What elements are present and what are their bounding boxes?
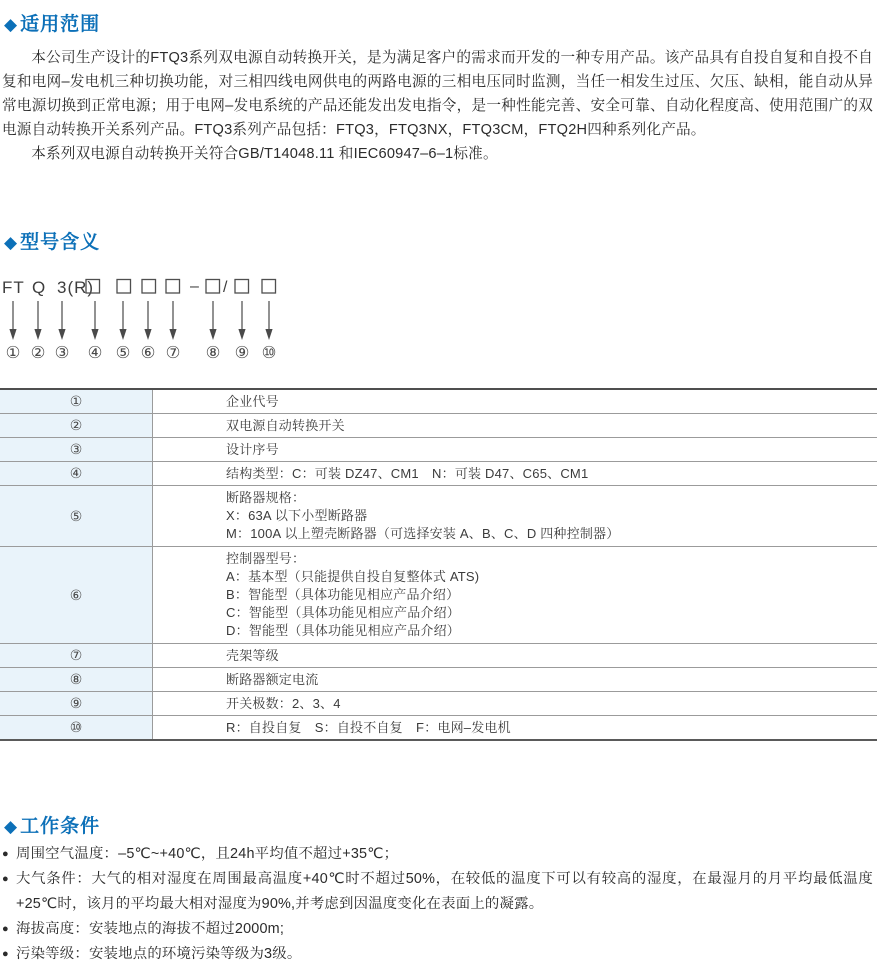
section-title-conditions <box>4 814 100 840</box>
description-line: 壳架等级 <box>226 648 279 663</box>
description-line: R：自投自复 S：自投不自复 F：电网–发电机 <box>226 720 511 735</box>
table-row <box>0 547 877 644</box>
position-number: ⑩ <box>261 344 277 362</box>
row-number: ⑨ <box>0 692 153 716</box>
description-line: C：智能型（具体功能见相应产品介绍） <box>226 605 460 620</box>
position-numbers <box>6 344 277 362</box>
code-box <box>142 280 156 294</box>
arrow-head-icon <box>209 329 216 340</box>
description-line: 结构类型：C：可装 DZ47、CM1 N：可装 D47、C65、CM1 <box>226 466 589 481</box>
description-line: B：智能型（具体功能见相应产品介绍） <box>226 587 460 602</box>
scope-paragraph-1: 本公司生产设计的FTQ3系列双电源自动转换开关，是为满足客户的需求而开发的一种专用产品。该产品具有自投自复和自投不自复和电网–发电机三种切换功能，对三相四线电网供电的两路电源的三相电压同时监测，当任一相发生过压、欠压、缺相，能自动从异常电源切换到正常电源；用于电网–发电系统的产品还能发出发电指令，是一种性能完善、安全可靠、自动化程度高、使用范围广的双电源自动转换开关系列产品。FTQ3系列产品包括：FTQ3，FTQ3NX，FTQ3CM，FTQ2H四种系列化产品。 <box>2 50 873 138</box>
row-number: ⑧ <box>0 668 153 692</box>
slash-separator: / <box>223 279 228 296</box>
condition-text: 海拔高度：安装地点的海拔不超过2000m; <box>16 921 285 937</box>
description-line: 断路器额定电流 <box>226 672 319 687</box>
arrow-head-icon <box>119 329 126 340</box>
section-title-scope <box>4 12 100 38</box>
dash-separator: – <box>190 278 199 295</box>
description-line: 企业代号 <box>226 394 279 409</box>
condition-item <box>2 942 873 967</box>
row-description <box>153 486 877 547</box>
position-number: ⑧ <box>205 344 221 362</box>
code-box <box>262 280 276 294</box>
position-number: ① <box>5 344 21 362</box>
arrows <box>9 301 272 340</box>
row-description <box>153 716 877 741</box>
condition-text: 周围空气温度：–5℃~+40℃，且24h平均值不超过+35℃； <box>16 846 399 862</box>
condition-item <box>2 867 873 917</box>
arrow-head-icon <box>144 329 151 340</box>
position-number: ③ <box>54 344 70 362</box>
row-number: ⑦ <box>0 644 153 668</box>
arrow-head-icon <box>169 329 176 340</box>
arrow-head-icon <box>34 329 41 340</box>
row-description <box>153 668 877 692</box>
table-row <box>0 414 877 438</box>
position-number: ② <box>30 344 46 362</box>
row-number: ⑥ <box>0 547 153 644</box>
description-line: 开关极数：2、3、4 <box>226 696 341 711</box>
model-code-row <box>2 278 276 297</box>
condition-item <box>2 842 873 867</box>
bullet-icon: ● <box>2 873 9 885</box>
description-line: A：基本型（只能提供自投自复整体式 ATS) <box>226 569 480 584</box>
scope-paragraph-2: 本系列双电源自动转换开关符合GB/T14048.11 和IEC60947–6–1标准。 <box>31 146 498 162</box>
condition-text: 大气条件：大气的相对湿度在周围最高温度+40℃时不超过50%，在较低的温度下可以有较高的湿度，在最湿月的月平均最低温度+25℃时，该月的平均最大相对湿度为90%,并考虑到因温度变化在表面上的凝露。 <box>16 871 873 912</box>
row-description <box>153 462 877 486</box>
description-line: 设计序号 <box>226 442 279 457</box>
description-line: D：智能型（具体功能见相应产品介绍） <box>226 623 460 638</box>
code-box <box>206 280 220 294</box>
position-number: ⑦ <box>165 344 181 362</box>
row-number: ③ <box>0 438 153 462</box>
arrow-head-icon <box>91 329 98 340</box>
table-row <box>0 438 877 462</box>
bullet-icon: ● <box>2 848 9 860</box>
row-description <box>153 547 877 644</box>
row-description <box>153 389 877 414</box>
table-row <box>0 644 877 668</box>
description-line: 控制器型号： <box>226 551 306 566</box>
description-line: X：63A 以下小型断路器 <box>226 508 368 523</box>
arrow-head-icon <box>265 329 272 340</box>
conditions-list <box>2 842 873 967</box>
table-row <box>0 389 877 414</box>
row-number: ⑩ <box>0 716 153 741</box>
row-number: ④ <box>0 462 153 486</box>
position-number: ④ <box>87 344 103 362</box>
position-number: ⑨ <box>234 344 250 362</box>
table-row <box>0 668 877 692</box>
table-row <box>0 692 877 716</box>
position-number: ⑥ <box>140 344 156 362</box>
model-code-segment: Q <box>32 278 47 297</box>
model-table-body <box>0 389 877 740</box>
condition-text: 污染等级：安装地点的环境污染等级为3级。 <box>16 946 302 962</box>
section-title-model-label: 型号含义 <box>20 232 101 253</box>
table-row <box>0 716 877 741</box>
row-description <box>153 438 877 462</box>
diamond-icon: ◆ <box>4 817 19 836</box>
description-line: 断路器规格： <box>226 490 306 505</box>
bullet-icon: ● <box>2 948 9 960</box>
model-code-segment: 3(R) <box>57 278 95 297</box>
diamond-icon: ◆ <box>4 233 19 252</box>
code-box <box>117 280 131 294</box>
section-title-conditions-label: 工作条件 <box>20 816 101 837</box>
code-box <box>235 280 249 294</box>
bullet-icon: ● <box>2 923 9 935</box>
section-title-scope-label: 适用范围 <box>20 14 101 35</box>
arrow-head-icon <box>9 329 16 340</box>
description-line: M：100A 以上塑壳断路器（可选择安装 A、B、C、D 四种控制器） <box>226 526 620 541</box>
row-number: ② <box>0 414 153 438</box>
diamond-icon: ◆ <box>4 15 19 34</box>
code-box <box>166 280 180 294</box>
scope-paragraphs <box>2 46 873 166</box>
row-description <box>153 692 877 716</box>
row-number: ① <box>0 389 153 414</box>
model-code-segment: FT <box>2 278 25 297</box>
arrow-head-icon <box>238 329 245 340</box>
arrow-head-icon <box>58 329 65 340</box>
model-diagram <box>0 276 877 364</box>
condition-item <box>2 917 873 942</box>
section-title-model <box>4 230 100 256</box>
row-number: ⑤ <box>0 486 153 547</box>
model-code-table <box>0 388 877 741</box>
row-description <box>153 414 877 438</box>
position-number: ⑤ <box>115 344 131 362</box>
description-line: 双电源自动转换开关 <box>226 418 345 433</box>
table-row <box>0 486 877 547</box>
table-row <box>0 462 877 486</box>
row-description <box>153 644 877 668</box>
